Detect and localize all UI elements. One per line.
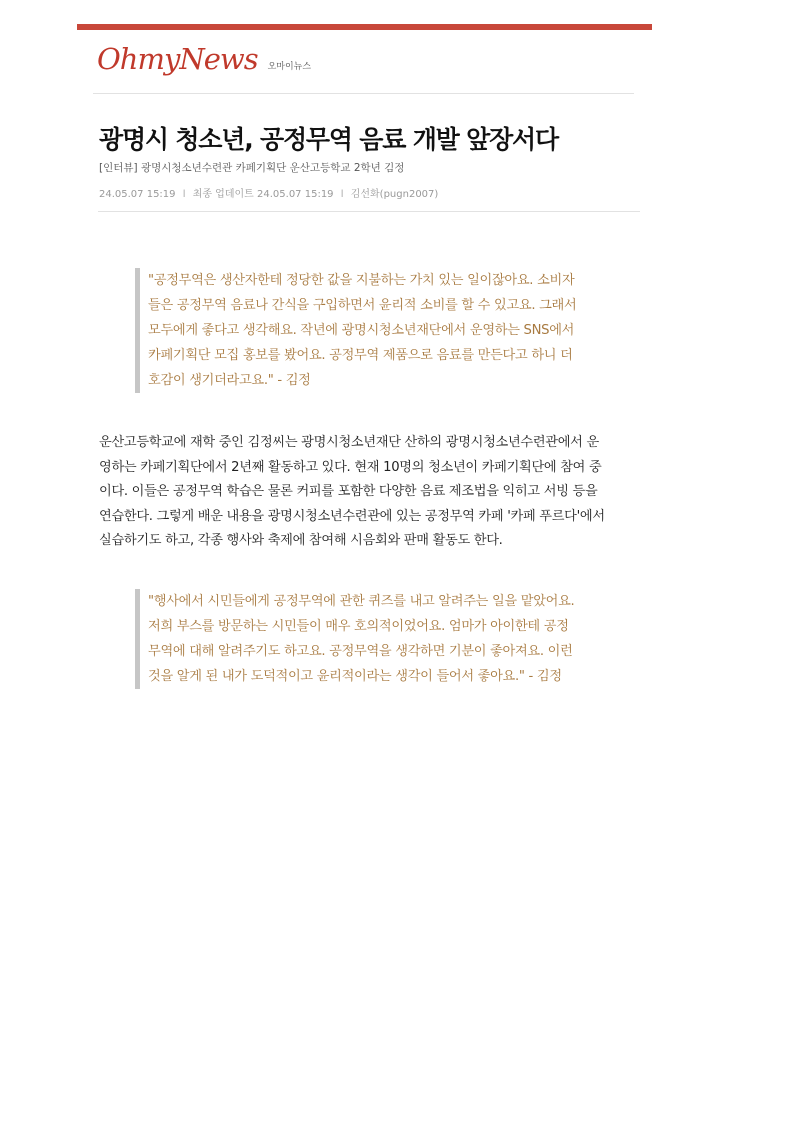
masthead [97,42,311,82]
interview-quote-2 [135,589,574,689]
article-headline: 광명시 청소년, 공정무역 음료 개발 앞장서다 [99,125,558,154]
published-time: 24.05.07 15:19 [99,189,176,200]
paragraph-line: 이다. 이들은 공정무역 학습은 물론 커피를 포함한 다양한 음료 제조법을 익히고 서빙 등을 [99,484,598,499]
quote-line: 모두에게 좋다고 생각해요. 작년에 광명시청소년재단에서 운영하는 SNS에서 [148,323,575,338]
quote-line: 것을 알게 된 내가 도덕적이고 윤리적이라는 생각이 들어서 좋아요." - 김정 [148,669,562,684]
updated-label: 최종 업데이트 [192,189,254,200]
header-divider [93,93,634,94]
logo-subtitle: 오마이뉴스 [267,62,312,72]
quote-line: 무역에 대해 알려주기도 하고요. 공정무역을 생각하면 기분이 좋아져요. 이런 [148,644,573,659]
paragraph-line: 운산고등학교에 재학 중인 김정씨는 광명시청소년재단 산하의 광명시청소년수련관에서 운 [99,435,599,450]
author-name[interactable]: 김선화(pugn2007) [350,189,439,200]
quote-line: 저희 부스를 방문하는 시민들이 매우 호의적이었어요. 엄마가 아이한테 공정 [148,619,569,634]
quote-line: "행사에서 시민들에게 공정무역에 관한 퀴즈를 내고 알려주는 일을 맡았어요. [148,594,575,609]
ohmynews-logo[interactable]: OhmyNews [97,42,258,76]
meta-separator: l [340,189,344,200]
quote-line: 들은 공정무역 음료나 간식을 구입하면서 윤리적 소비를 할 수 있고요. 그래서 [148,298,577,313]
quote-line: 카페기획단 모집 홍보를 봤어요. 공정무역 제품으로 음료를 만든다고 하니 더 [148,348,573,363]
top-accent-bar [77,24,652,30]
paragraph-line: 영하는 카페기획단에서 2년째 활동하고 있다. 현재 10명의 청소년이 카페기획단에 참여 중 [99,459,602,475]
paragraph-line: 실습하기도 하고, 각종 행사와 축제에 참여해 시음회와 판매 활동도 한다. [99,533,503,548]
article-paragraph-1 [99,431,605,554]
article-subheading: [인터뷰] 광명시청소년수련관 카페기획단 운산고등학교 2학년 김정 [99,162,405,174]
meta-separator: l [182,189,186,200]
updated-time: 24.05.07 15:19 [257,189,334,200]
meta-divider [98,211,640,212]
paragraph-line: 연습한다. 그렇게 배운 내용을 광명시청소년수련관에 있는 공정무역 카페 '카페 푸르다'에서 [99,508,605,524]
quote-line: 호감이 생기더라고요." - 김정 [148,373,311,388]
quote-line: "공정무역은 생산자한테 정당한 값을 지불하는 가치 있는 일이잖아요. 소비자 [148,273,575,288]
article-meta [99,185,438,200]
interview-quote-1 [135,268,576,393]
